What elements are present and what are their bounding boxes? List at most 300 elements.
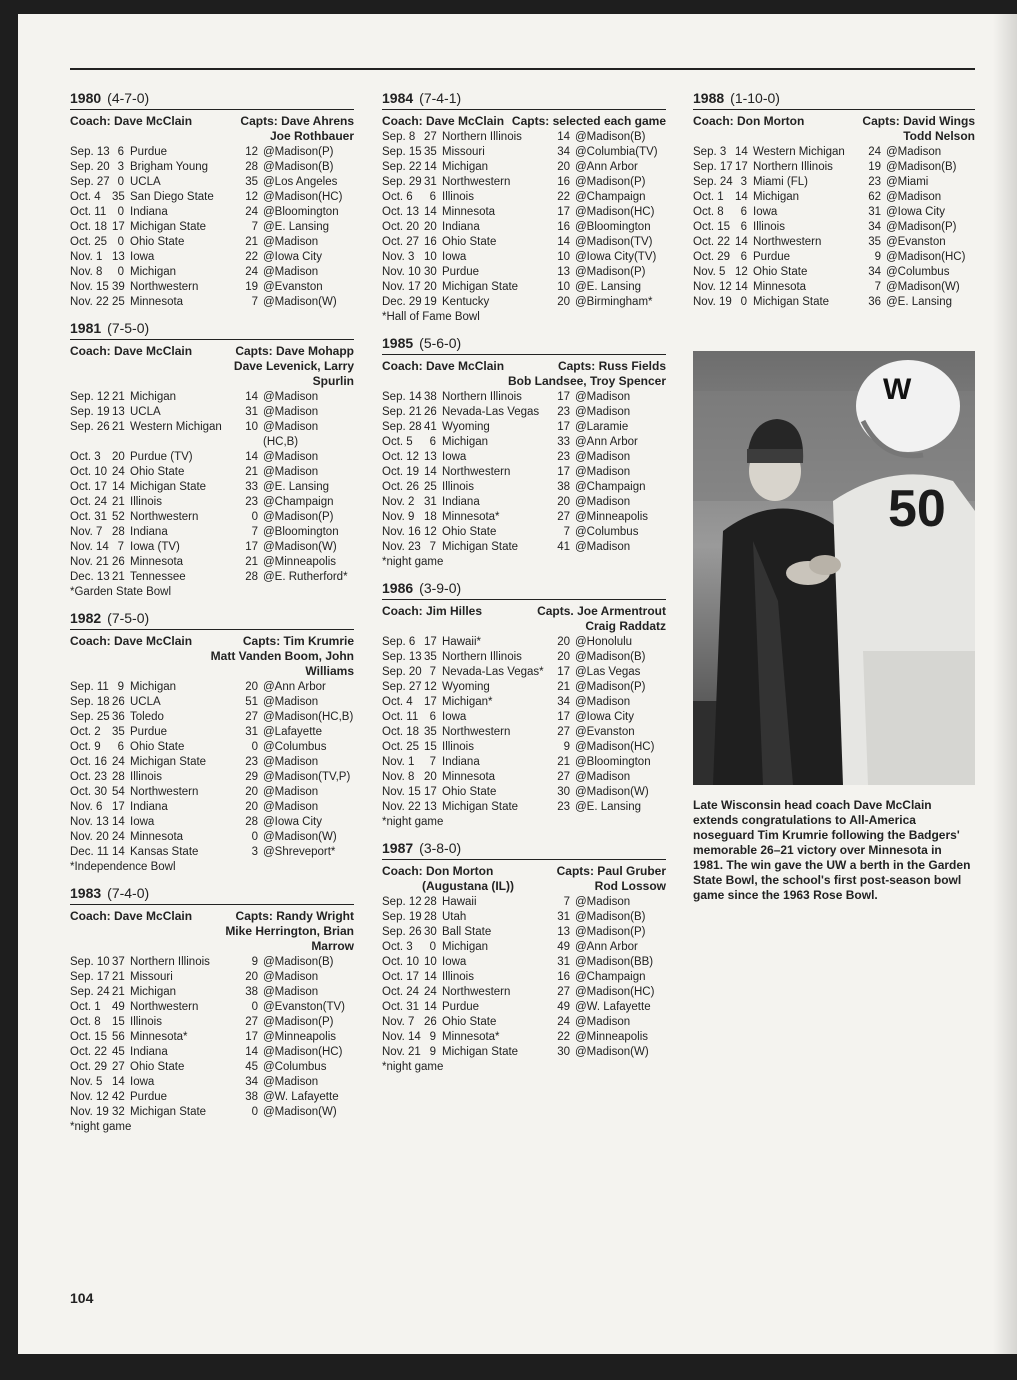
opponent-score: 0 (251, 1106, 258, 1118)
captain-line: Capts: Dave Mohapp (235, 344, 354, 358)
game-row (70, 1000, 354, 1015)
game-row (693, 265, 975, 280)
opponent: Northern Illinois (753, 161, 833, 173)
opponent-score: 20 (557, 161, 570, 173)
game-row (70, 435, 354, 450)
game-row (382, 235, 666, 250)
wisconsin-score: 30 (424, 266, 437, 278)
game-site: @Madison (263, 756, 319, 768)
game-date: Sep. 25 (70, 711, 110, 723)
wisconsin-score: 21 (112, 986, 125, 998)
opponent: Northern Illinois (130, 956, 210, 968)
column-1 (70, 90, 354, 1145)
opponent-score: 27 (557, 726, 570, 738)
coaching-staff (70, 114, 354, 144)
captains (240, 114, 354, 144)
wisconsin-score: 6 (429, 191, 436, 203)
game-date: Oct. 31 (382, 1001, 420, 1013)
game-date: Nov. 21 (382, 1046, 421, 1058)
wisconsin-score: 14 (735, 236, 748, 248)
opponent: Michigan State (130, 481, 207, 493)
opponent-score: 3 (251, 846, 258, 858)
opponent-score: 30 (557, 1046, 570, 1058)
game-row (382, 1045, 666, 1060)
game-date: Oct. 17 (382, 971, 420, 983)
game-date: Sep. 13 (382, 651, 422, 663)
game-site: @Madison (263, 971, 319, 983)
wisconsin-score: 26 (424, 1016, 437, 1028)
season-record: (7-5-0) (107, 320, 150, 336)
game-row (382, 1015, 666, 1030)
opponent-score: 49 (557, 1001, 570, 1013)
opponent-score: 23 (557, 801, 570, 813)
game-site: @Madison (575, 771, 631, 783)
game-row (382, 635, 666, 650)
wisconsin-score: 36 (112, 711, 125, 723)
captains (192, 909, 354, 954)
game-site: @Madison(HC) (575, 741, 655, 753)
game-site: @E. Lansing (263, 481, 330, 493)
wisconsin-score: 28 (424, 911, 437, 923)
game-date: Sep. 11 (70, 681, 109, 693)
wisconsin-score: 28 (112, 526, 125, 538)
wisconsin-score: 39 (112, 281, 125, 293)
season-record: (7-5-0) (107, 610, 150, 626)
opponent-score: 41 (557, 541, 570, 553)
wisconsin-score: 7 (429, 756, 436, 768)
opponent-score: 38 (245, 986, 258, 998)
opponent-score: 34 (557, 696, 570, 708)
game-row (382, 1000, 666, 1015)
game-row (70, 800, 354, 815)
opponent-score: 49 (557, 941, 570, 953)
opponent-score: 16 (557, 221, 570, 233)
coach-block (382, 864, 514, 894)
wisconsin-score: 14 (112, 846, 125, 858)
game-site: @Madison(B) (263, 161, 334, 173)
captains (192, 344, 354, 389)
coaching-staff (382, 604, 666, 634)
wisconsin-score: 24 (424, 986, 437, 998)
game-row (693, 190, 975, 205)
footnote: *Hall of Fame Bowl (382, 311, 480, 323)
opponent-score: 17 (245, 541, 258, 553)
opponent: Missouri (442, 146, 485, 158)
season-record: (1-10-0) (730, 90, 780, 106)
opponent-score: 38 (557, 481, 570, 493)
game-date: Oct. 17 (70, 481, 108, 493)
game-row (70, 845, 354, 860)
opponent-score: 29 (245, 771, 258, 783)
game-site: @Madison (263, 1076, 319, 1088)
game-site: @Madison(TV,P) (263, 771, 351, 783)
wisconsin-score: 21 (112, 421, 125, 433)
game-site: @Madison(P) (575, 176, 646, 188)
opponent: Ohio State (130, 466, 185, 478)
opponent: Northern Illinois (442, 131, 522, 143)
game-site: @Madison (886, 146, 942, 158)
opponent: Northern Illinois (442, 651, 522, 663)
game-site: @Lafayette (263, 726, 322, 738)
opponent: Iowa (753, 206, 778, 218)
season-1983 (70, 885, 354, 1135)
game-date: Oct. 16 (70, 756, 108, 768)
wisconsin-score: 3 (117, 161, 124, 173)
game-site: @Minneapolis (575, 1031, 649, 1043)
opponent: Indiana (442, 221, 480, 233)
game-site: @Madison (575, 696, 631, 708)
opponent-score: 33 (557, 436, 570, 448)
opponent: Tennessee (130, 571, 186, 583)
game-row (70, 405, 354, 420)
game-row (70, 145, 354, 160)
game-row (70, 265, 354, 280)
opponent: Northwestern (130, 1001, 199, 1013)
captain-line: Craig Raddatz (585, 619, 666, 633)
footnote: *Independence Bowl (70, 861, 176, 873)
season-heading (382, 840, 666, 860)
opponent: Minnesota (130, 296, 184, 308)
game-date: Oct. 11 (70, 206, 107, 218)
game-row (70, 815, 354, 830)
game-row (70, 680, 354, 695)
game-site: @Madison (575, 541, 631, 553)
wisconsin-score: 30 (424, 926, 437, 938)
schedule-list (382, 635, 666, 815)
game-row (70, 525, 354, 540)
game-row (382, 695, 666, 710)
wisconsin-score: 31 (424, 176, 437, 188)
captain-line: Mike Herrington, Brian Marrow (225, 924, 354, 953)
season-record: (3-8-0) (419, 840, 462, 856)
opponent: Hawaii* (442, 636, 481, 648)
opponent-score: 0 (251, 741, 258, 753)
game-date: Oct. 20 (382, 221, 420, 233)
game-site: @Madison(W) (263, 831, 337, 843)
opponent: Minnesota (442, 206, 496, 218)
season-heading (70, 90, 354, 110)
opponent: Illinois (442, 191, 474, 203)
opponent: Purdue (TV) (130, 451, 193, 463)
captain-line: Capts: Paul Gruber (556, 864, 666, 878)
opponent-score: 7 (251, 526, 258, 538)
opponent: Michigan (130, 391, 177, 403)
opponent-score: 35 (868, 236, 881, 248)
opponent-score: 30 (557, 786, 570, 798)
photo-caption: Late Wisconsin head coach Dave McClain extends congratulations to All-America noseguard Tim Krumrie following the Badgers' memorable 26–21 victory over Minnesota in 1981. The win gave the UW a berth in the Garden State Bowl, the school's first post-season bowl game since the 1963 Rose Bowl. (693, 798, 971, 902)
game-row (382, 650, 666, 665)
game-date: Sep. 24 (70, 986, 110, 998)
opponent: Michigan (442, 941, 489, 953)
game-site: @Madison(B) (575, 651, 646, 663)
opponent (130, 435, 241, 450)
opponent: Northwestern (130, 511, 199, 523)
page-number: 104 (70, 1290, 94, 1306)
opponent-score: 13 (557, 266, 570, 278)
opponent: Iowa (442, 956, 467, 968)
game-row (70, 955, 354, 970)
game-row (382, 910, 666, 925)
wisconsin-score: 21 (112, 391, 125, 403)
season-heading (70, 320, 354, 340)
game-site: @Madison(W) (575, 1046, 649, 1058)
coach-name: Coach: Don Morton (382, 864, 494, 878)
opponent: Purdue (130, 146, 168, 158)
opponent: Iowa (TV) (130, 541, 180, 553)
game-site: @Miami (886, 176, 929, 188)
game-site: @Madison(P) (886, 221, 957, 233)
opponent: Minnesota (130, 831, 184, 843)
game-row (382, 940, 666, 955)
game-site: @Madison(B) (575, 911, 646, 923)
opponent-score: 27 (245, 711, 258, 723)
game-row (382, 955, 666, 970)
game-site: @E. Lansing (886, 296, 953, 308)
game-row (70, 755, 354, 770)
opponent: Miami (FL) (753, 176, 808, 188)
wisconsin-score: 12 (424, 681, 437, 693)
game-row (382, 665, 666, 680)
game-site: @Columbus (886, 266, 950, 278)
wisconsin-score: 0 (117, 176, 124, 188)
game-date: Sep. 12 (382, 896, 422, 908)
wisconsin-score: 21 (112, 496, 125, 508)
coach-name: Coach: Jim Hilles (382, 604, 483, 618)
wisconsin-score: 20 (424, 771, 437, 783)
game-site: @Madison (263, 786, 319, 798)
game-row (70, 1075, 354, 1090)
opponent-score: 21 (245, 236, 258, 248)
game-date: Nov. 12 (70, 1091, 109, 1103)
coach-block (70, 344, 192, 389)
game-row (70, 770, 354, 785)
season-year: 1984 (382, 90, 414, 106)
season-year: 1980 (70, 90, 102, 106)
opponent: Minnesota* (442, 1031, 500, 1043)
game-site: @W. Lafayette (575, 1001, 651, 1013)
opponent: San Diego State (130, 191, 214, 203)
column-2 (382, 90, 666, 1085)
opponent: Michigan State (753, 296, 830, 308)
captain-line: Joe Rothbauer (269, 129, 354, 143)
footnote: *night game (382, 1061, 444, 1073)
game-site: @Madison(B) (263, 956, 334, 968)
wisconsin-score: 9 (117, 681, 124, 693)
opponent-score: 51 (245, 696, 258, 708)
schedule-list (382, 130, 666, 310)
game-date: Nov. 22 (70, 296, 109, 308)
game-site: @Madison(HC) (575, 986, 655, 998)
wisconsin-score: 0 (429, 941, 436, 953)
wisconsin-score: 24 (112, 466, 125, 478)
game-site: @Birmingham* (575, 296, 653, 308)
wisconsin-score: 7 (429, 541, 436, 553)
season-heading (693, 90, 975, 110)
game-site: (HC,B) (263, 436, 299, 448)
game-date: Oct. 24 (70, 496, 108, 508)
opponent: Brigham Young (130, 161, 209, 173)
opponent: Ohio State (130, 236, 185, 248)
game-date: Sep. 28 (382, 421, 422, 433)
game-site: @Columbia(TV) (575, 146, 658, 158)
wisconsin-score: 14 (112, 1076, 125, 1088)
game-date: Sep. 15 (382, 146, 422, 158)
opponent: Nevada-Las Vegas (442, 406, 540, 418)
opponent-score: 23 (557, 451, 570, 463)
game-site: @Madison(W) (575, 786, 649, 798)
opponent-score: 33 (245, 481, 258, 493)
opponent: Michigan State (442, 541, 519, 553)
opponent-score: 24 (245, 206, 258, 218)
game-site: @Iowa City (886, 206, 945, 218)
opponent: Northwestern (130, 281, 199, 293)
wisconsin-score: 35 (424, 651, 437, 663)
opponent-score: 0 (251, 831, 258, 843)
game-date: Sep. 13 (70, 146, 110, 158)
opponent-score: 31 (868, 206, 881, 218)
game-site: @Madison (263, 266, 319, 278)
game-date: Nov. 6 (70, 801, 103, 813)
opponent-score: 34 (245, 1076, 258, 1088)
coach-block (70, 909, 192, 954)
game-row (382, 510, 666, 525)
opponent-score: 14 (245, 451, 258, 463)
game-date: Nov. 10 (382, 266, 421, 278)
opponent: Minnesota* (130, 1031, 188, 1043)
wisconsin-score: 42 (112, 1091, 125, 1103)
season-1982 (70, 610, 354, 875)
game-row (70, 205, 354, 220)
opponent: Indiana (442, 496, 480, 508)
game-row (70, 540, 354, 555)
helmet-logo: W (883, 373, 912, 406)
opponent: Western Michigan (130, 421, 222, 433)
coaching-staff (693, 114, 975, 144)
opponent-score: 45 (245, 1061, 258, 1073)
wisconsin-score: 27 (112, 1061, 125, 1073)
season-record: (4-7-0) (107, 90, 150, 106)
game-row (693, 160, 975, 175)
game-date: Oct. 13 (382, 206, 420, 218)
game-date: Sep. 27 (70, 176, 110, 188)
opponent-score: 23 (557, 406, 570, 418)
game-row (70, 250, 354, 265)
opponent-score: 7 (563, 526, 570, 538)
coach-block (382, 604, 482, 634)
game-date: Sep. 8 (382, 131, 416, 143)
opponent-score: 34 (557, 146, 570, 158)
photo-illustration (693, 351, 975, 785)
game-date: Sep. 26 (382, 926, 422, 938)
game-row (382, 250, 666, 265)
game-site: @Champaign (263, 496, 334, 508)
wisconsin-score: 31 (424, 496, 437, 508)
opponent: UCLA (130, 176, 161, 188)
season-year: 1985 (382, 335, 414, 351)
game-date: Oct. 9 (70, 741, 101, 753)
wisconsin-score: 20 (112, 451, 125, 463)
opponent-score: 22 (557, 191, 570, 203)
opponent: Minnesota (442, 771, 496, 783)
game-site: @Minneapolis (263, 1031, 337, 1043)
season-1981 (70, 320, 354, 600)
game-site: @Iowa City (575, 711, 634, 723)
game-site: @W. Lafayette (263, 1091, 339, 1103)
opponent: Wyoming (442, 421, 490, 433)
wisconsin-score: 0 (117, 206, 124, 218)
opponent: Iowa (442, 451, 467, 463)
wisconsin-score: 14 (424, 971, 437, 983)
coaching-staff (70, 344, 354, 389)
wisconsin-score: 12 (735, 266, 748, 278)
game-site: @Madison(P) (575, 266, 646, 278)
schedule-list (70, 145, 354, 310)
game-date: Nov. 12 (693, 281, 732, 293)
game-row (382, 220, 666, 235)
wisconsin-score: 6 (740, 206, 747, 218)
game-row (382, 420, 666, 435)
opponent: Michigan State (442, 1046, 519, 1058)
opponent-score: 14 (245, 1046, 258, 1058)
opponent: Michigan State (442, 801, 519, 813)
game-site: @Madison (263, 986, 319, 998)
schedule-list (70, 390, 354, 585)
opponent-score: 20 (245, 681, 258, 693)
coach-block (382, 359, 504, 389)
opponent: Minnesota (130, 556, 184, 568)
opponent-score: 28 (245, 571, 258, 583)
season-heading (382, 335, 666, 355)
opponent: Michigan State (130, 1106, 207, 1118)
game-row (70, 725, 354, 740)
opponent: Ohio State (442, 1016, 497, 1028)
game-row (693, 145, 975, 160)
wisconsin-score: 17 (424, 636, 437, 648)
opponent: Wyoming (442, 681, 490, 693)
opponent-score: 7 (251, 296, 258, 308)
opponent: Purdue (753, 251, 791, 263)
game-site: @E. Lansing (575, 281, 642, 293)
opponent-score: 62 (868, 191, 881, 203)
game-site: @Madison(P) (263, 1016, 334, 1028)
opponent: Iowa (442, 251, 467, 263)
game-row (70, 710, 354, 725)
wisconsin-score: 17 (735, 161, 748, 173)
opponent-score: 20 (557, 296, 570, 308)
wisconsin-score (112, 435, 130, 450)
season-1985 (382, 335, 666, 570)
opponent: Michigan (753, 191, 800, 203)
game-date: Oct. 15 (70, 1031, 108, 1043)
game-date: Nov. 19 (70, 1106, 109, 1118)
captain-line: Capts: David Wings (862, 114, 975, 128)
opponent-score: 24 (245, 266, 258, 278)
game-site: @Madison(HC) (575, 206, 655, 218)
game-site: @Madison(HC,B) (263, 711, 354, 723)
game-site: @Los Angeles (263, 176, 338, 188)
opponent-score: 31 (557, 956, 570, 968)
game-row (70, 1105, 354, 1120)
game-site: @Madison (263, 466, 319, 478)
season-year: 1987 (382, 840, 414, 856)
season-heading (382, 90, 666, 110)
season-1988 (693, 90, 975, 310)
captain-line: Capts. Joe Armentrout (537, 604, 666, 618)
season-year: 1988 (693, 90, 725, 106)
wisconsin-score: 20 (424, 281, 437, 293)
opponent-score: 38 (245, 1091, 258, 1103)
opponent-score: 21 (557, 681, 570, 693)
